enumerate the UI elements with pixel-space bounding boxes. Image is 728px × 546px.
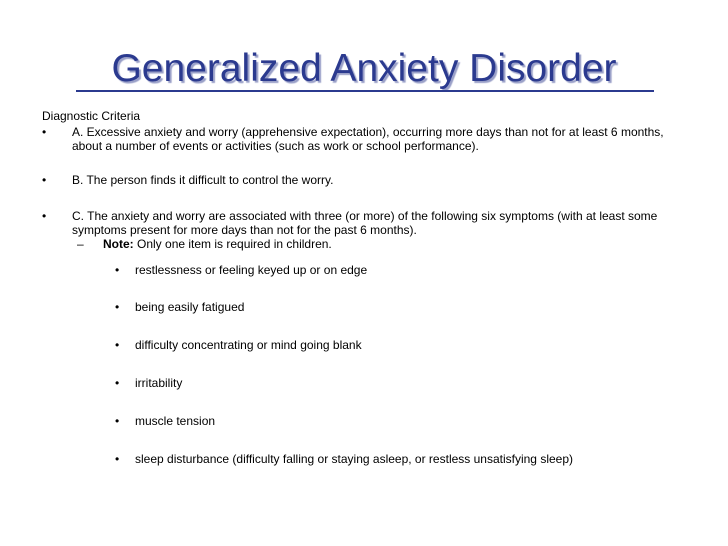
symptom-item xyxy=(115,338,362,352)
bullet-icon: • xyxy=(115,263,120,277)
criterion-c-text: C. The anxiety and worry are associated with three (or more) of the following six symptoms (with at least some symptoms present for more days than not for the past 6 months). xyxy=(72,209,658,237)
title-underline xyxy=(76,90,654,92)
bullet-icon: • xyxy=(42,209,47,223)
symptom-text: muscle tension xyxy=(135,414,216,428)
bullet-icon: • xyxy=(115,300,120,314)
symptom-text: sleep disturbance (difficulty falling or staying asleep, or restless unsatisfying sleep) xyxy=(135,452,573,466)
bullet-icon: • xyxy=(115,376,120,390)
criterion-b-text: B. The person finds it difficult to control the worry. xyxy=(72,173,334,187)
symptom-item xyxy=(115,376,182,390)
bullet-icon: • xyxy=(115,452,120,466)
symptom-text: being easily fatigued xyxy=(135,300,245,314)
note-text: Only one item is required in children. xyxy=(133,237,332,251)
note-label: Note: xyxy=(103,237,134,251)
symptom-item xyxy=(115,414,215,428)
slide-title: Generalized Anxiety Disorder xyxy=(111,47,617,90)
symptom-item xyxy=(115,263,367,277)
note-line xyxy=(77,237,332,251)
dash-icon: – xyxy=(77,237,84,251)
bullet-icon: • xyxy=(115,338,120,352)
symptom-text: irritability xyxy=(135,376,183,390)
bullet-icon: • xyxy=(115,414,120,428)
symptom-item xyxy=(115,300,244,314)
symptom-text: restlessness or feeling keyed up or on edge xyxy=(135,263,368,277)
bullet-icon: • xyxy=(42,173,47,187)
bullet-icon: • xyxy=(42,125,47,139)
symptom-text: difficulty concentrating or mind going blank xyxy=(135,338,362,352)
symptom-item xyxy=(115,452,573,466)
criteria-heading: Diagnostic Criteria xyxy=(42,109,141,123)
criterion-a-text: A. Excessive anxiety and worry (apprehensive expectation), occurring more days than not for at least 6 months, about a number of events or activities (such as work or school performance). xyxy=(72,125,664,153)
